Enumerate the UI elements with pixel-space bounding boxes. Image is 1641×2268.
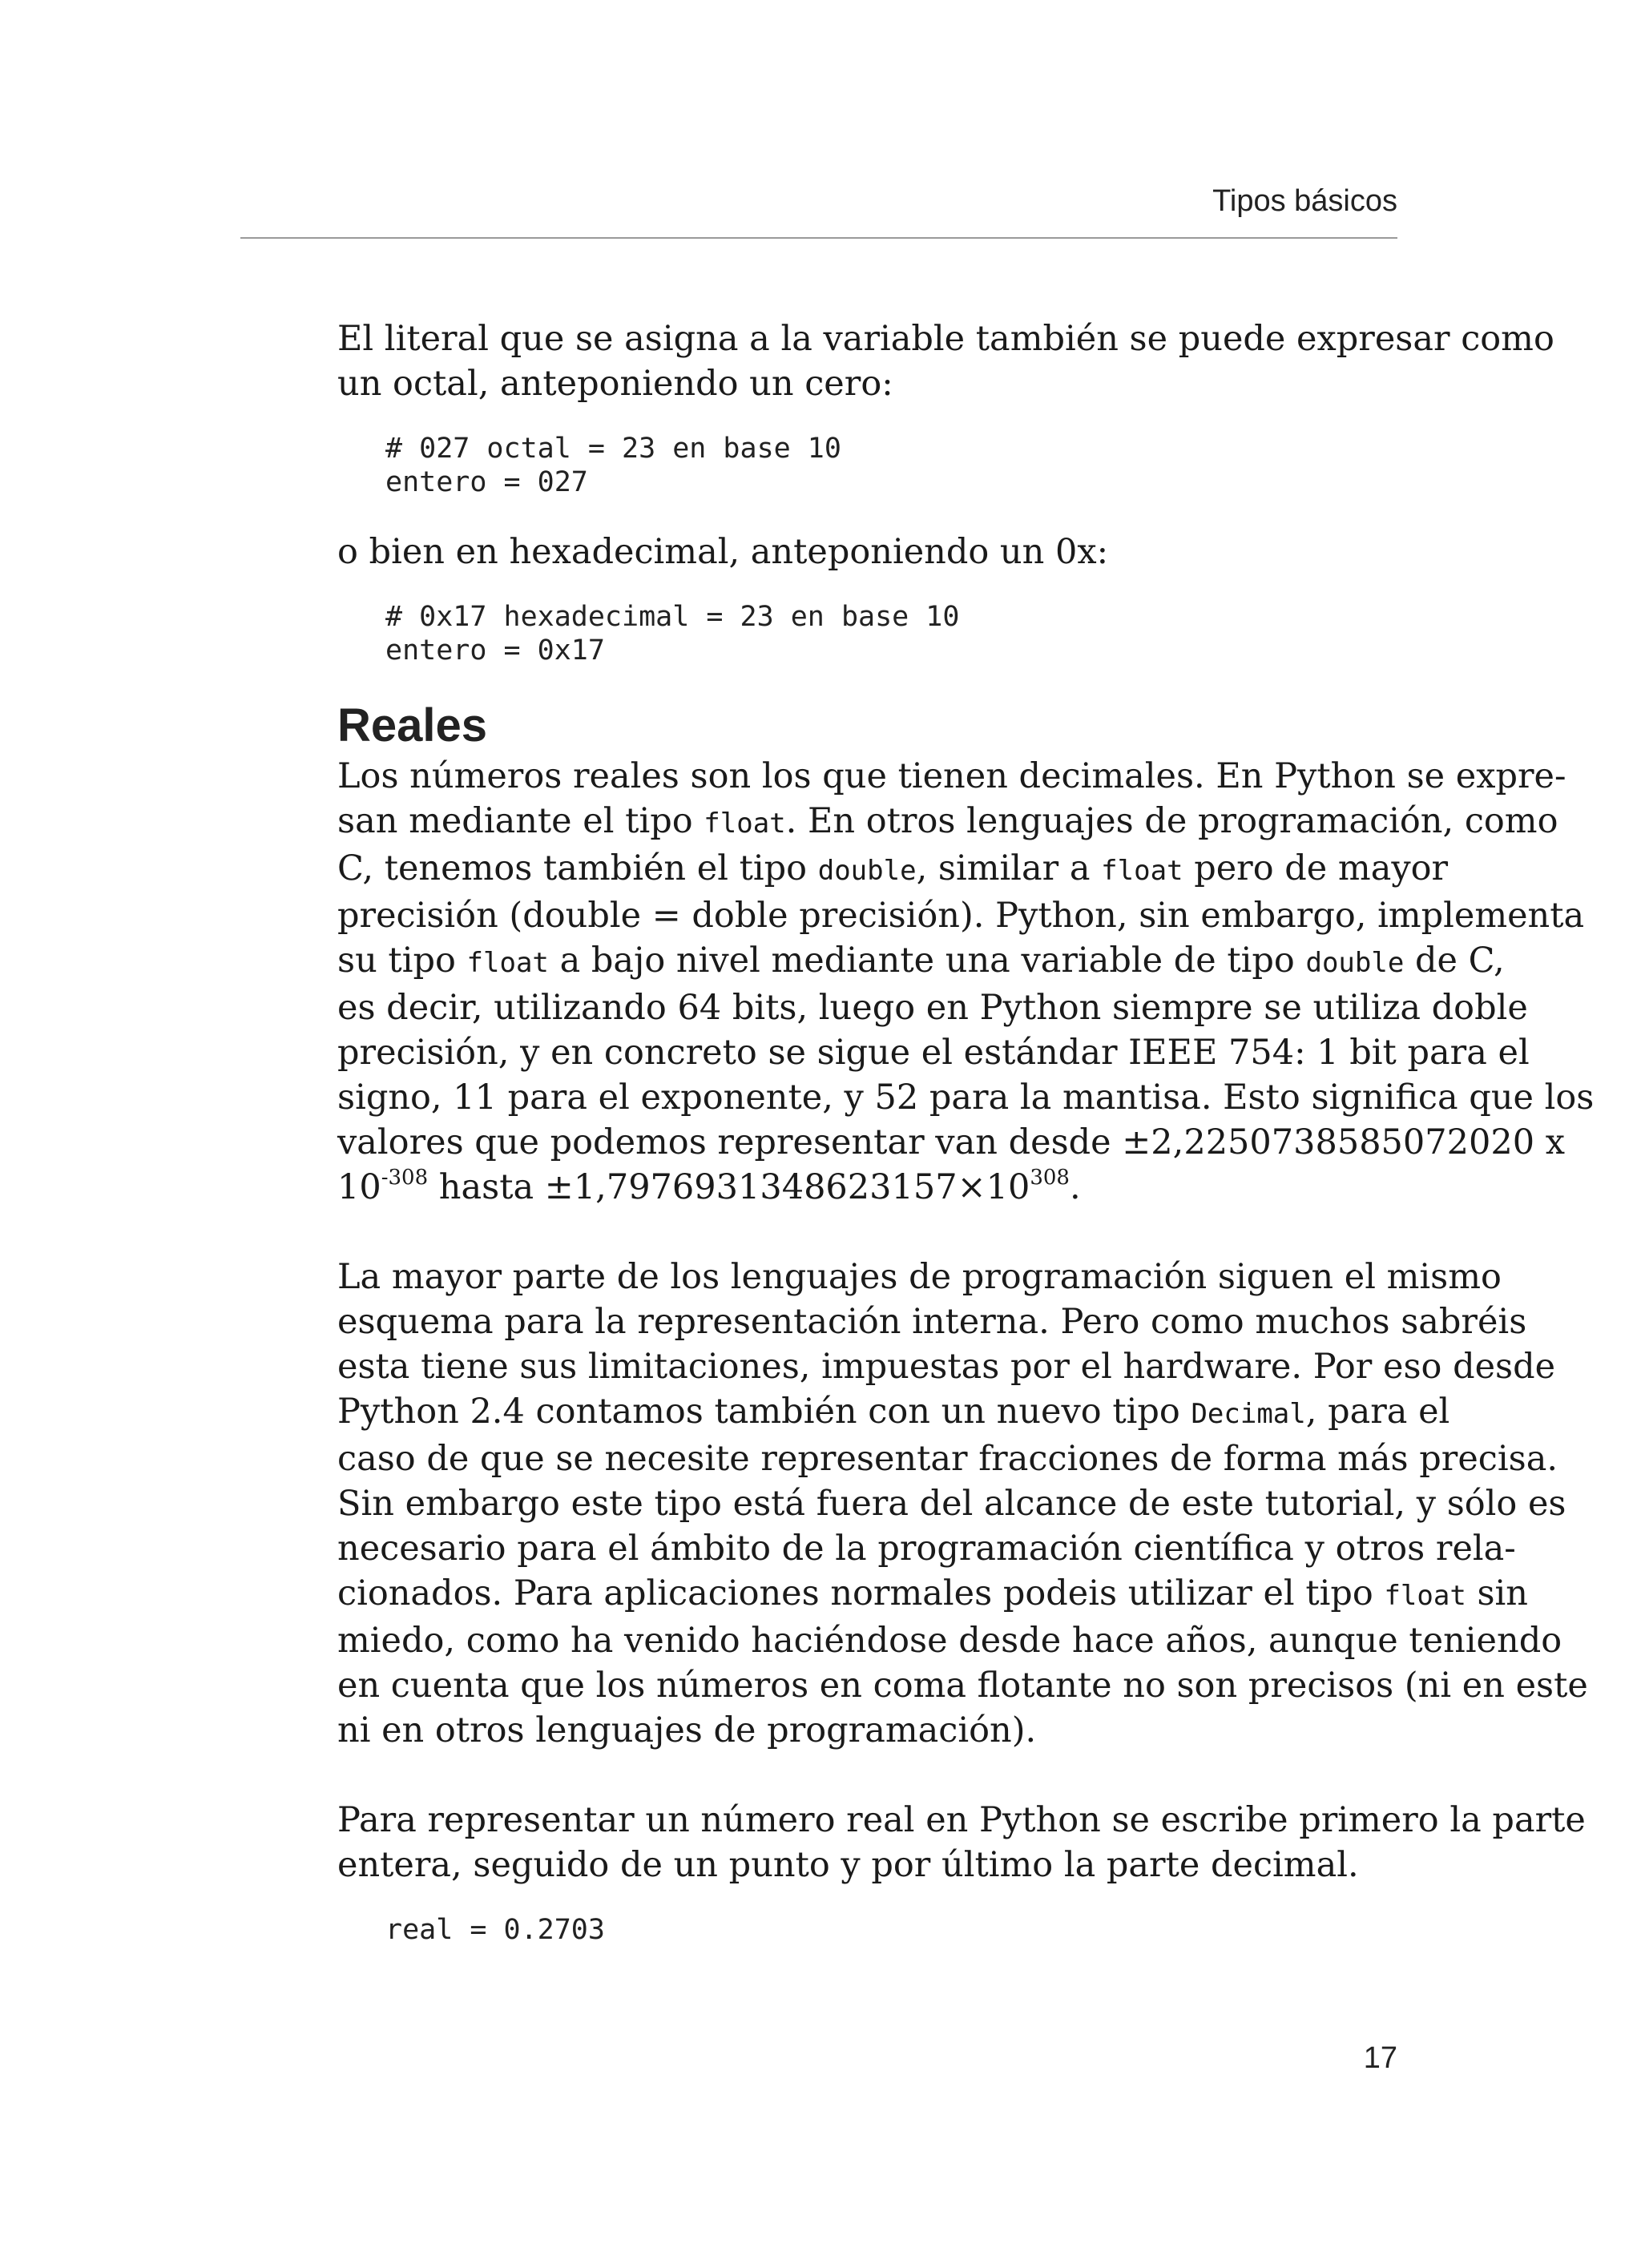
- text-line: o bien en hexadecimal, anteponiendo un 0x:: [337, 532, 1109, 572]
- text-line: caso de que se necesite representar fracciones de forma más precisa.: [337, 1439, 1558, 1479]
- text-line: san mediante el tipo float. En otros lenguajes de programación, como: [337, 801, 1558, 841]
- text-line: signo, 11 para el exponente, y 52 para la mantisa. Esto significa que los: [337, 1078, 1595, 1118]
- text-line: Sin embargo este tipo está fuera del alcance de este tutorial, y sólo es: [337, 1484, 1566, 1524]
- code-line: # 0x17 hexadecimal = 23 en base 10: [385, 601, 960, 633]
- inline-code: Decimal: [1191, 1398, 1306, 1430]
- inline-code: float: [1384, 1580, 1466, 1612]
- inline-code: double: [1305, 947, 1405, 979]
- code-line: entero = 027: [385, 466, 588, 498]
- text-line: precisión, y en concreto se sigue el estándar IEEE 754: 1 bit para el: [337, 1033, 1530, 1073]
- text-line: $10^{-308}$ hasta $\pm 1,7976931348623157\times 10^{308}$.: [337, 1166, 1081, 1207]
- running-header: [240, 184, 1397, 239]
- text-line: miedo, como ha venido haciéndose desde hace años, aunque teniendo: [337, 1621, 1562, 1661]
- text-line: Los números reales son los que tienen decimales. En Python se expre-: [337, 756, 1566, 796]
- text-line: esta tiene sus limitaciones, impuestas por el hardware. Por eso desde: [337, 1347, 1556, 1387]
- superscript: 308: [1030, 1166, 1070, 1190]
- inline-code: double: [817, 855, 917, 887]
- page-body: [337, 316, 1595, 1947]
- text-line: es decir, utilizando 64 bits, luego en Python siempre se utiliza doble: [337, 988, 1528, 1028]
- text-line: El literal que se asigna a la variable también se puede expresar como: [337, 319, 1554, 359]
- header-title: Tipos básicos: [1212, 184, 1397, 218]
- code-block-octal: [385, 432, 1403, 499]
- text-line: entera, seguido de un punto y por último la parte decimal.: [337, 1845, 1359, 1885]
- superscript: -308: [381, 1166, 429, 1190]
- paragraph-octal: [337, 316, 1554, 406]
- inline-code: float: [466, 947, 549, 979]
- text-line: en cuenta que los números en coma flotante no son precisos (ni en este: [337, 1666, 1588, 1706]
- text-line: ni en otros lenguajes de programación).: [337, 1710, 1037, 1750]
- text-line: esquema para la representación interna. Pero como muchos sabréis: [337, 1302, 1527, 1342]
- code-line: real = 0.2703: [385, 1914, 605, 1946]
- text-line: un octal, anteponiendo un cero:: [337, 364, 893, 404]
- section-heading: Reales: [337, 699, 488, 751]
- paragraph-decimal: [337, 1255, 1588, 1753]
- text-line: cionados. Para aplicaciones normales podeis utilizar el tipo float sin: [337, 1573, 1528, 1613]
- text-line: La mayor parte de los lenguajes de programación siguen el mismo: [337, 1257, 1502, 1297]
- inline-code: float: [704, 808, 786, 840]
- text-line: necesario para el ámbito de la programación científica y otros rela-: [337, 1529, 1516, 1569]
- code-line: entero = 0x17: [385, 634, 605, 667]
- inline-code: float: [1101, 855, 1183, 887]
- code-block-real: [385, 1913, 1403, 1947]
- paragraph-reales: [337, 754, 1595, 1210]
- code-block-hex: [385, 600, 1403, 667]
- text-line: C, tenemos también el tipo double, similar a float pero de mayor: [337, 848, 1449, 888]
- paragraph-real-literal: [337, 1798, 1586, 1887]
- code-line: # 027 octal = 23 en base 10: [385, 433, 841, 465]
- text-line: su tipo float a bajo nivel mediante una variable de tipo double de C,: [337, 941, 1505, 981]
- text-line: valores que podemos representar van desde ±2,2250738585072020 x: [337, 1122, 1565, 1162]
- text-line: precisión (double = doble precisión). Python, sin embargo, implementa: [337, 896, 1585, 936]
- page-number: 17: [1363, 2041, 1397, 2075]
- paragraph-hex: [337, 530, 1403, 574]
- text-line: Para representar un número real en Python se escribe primero la parte: [337, 1800, 1586, 1840]
- text-line: Python 2.4 contamos también con un nuevo tipo Decimal, para el: [337, 1392, 1450, 1432]
